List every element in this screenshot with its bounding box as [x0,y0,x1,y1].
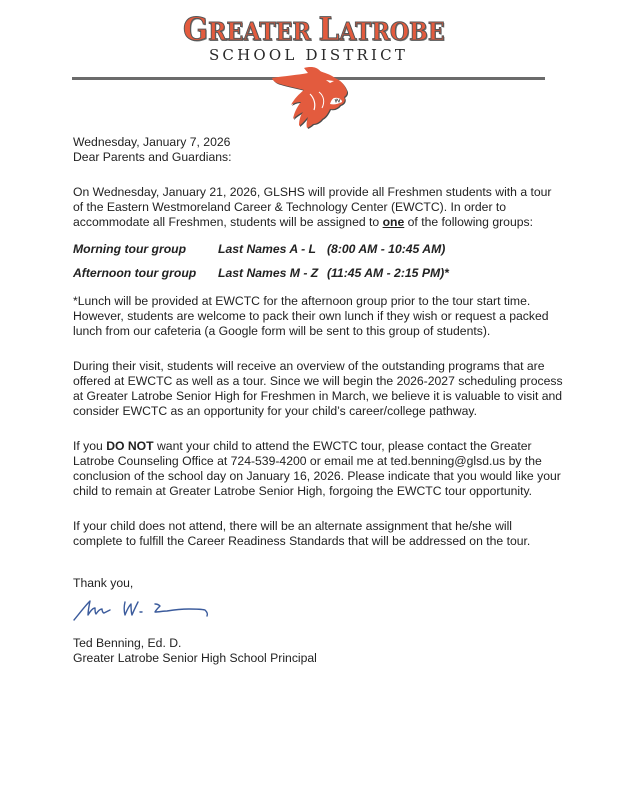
group-names-range: Last Names A - L [218,242,316,256]
opt-out-text: want your child to attend the EWCTC tour, please contact the Greater Latrobe Counseling Office at [73,439,532,468]
visit-paragraph: During their visit, students will receive an overview of the outstanding programs that are offered at EWCTC as well as a tour. Since we will begin the 2026-2027 scheduling process at Greater Latrobe Senior High for Freshmen in March, we believe it is valuable to visit and consider EWCTC as an opportunity for your child’s career/college pathway. [73,359,563,418]
lunch-note: *Lunch will be provided at EWCTC for the afternoon group prior to the tour start time. However, students are welcome to pack their own lunch if they wish or request a packed lunch from our cafeteria (a Google form will be sent to this group of students). [73,294,549,338]
intro-paragraph [73,185,563,230]
alternate-assignment-paragraph: If your child does not attend, there will be an alternate assignment that he/she will complete to fulfill the Career Readiness Standards that will be addressed on the tour. [73,519,531,548]
salutation: Dear Parents and Guardians: [73,150,232,164]
cougar-logo-icon [264,64,364,130]
group-name: Morning tour group [73,242,187,256]
tour-group-row [73,242,563,257]
group-name: Afternoon tour group [73,266,197,280]
closing: Thank you, [73,576,134,590]
tour-groups [73,242,563,281]
letter-body [73,135,563,666]
intro-emphasis-one: one [382,215,405,229]
district-subtitle: SCHOOL DISTRICT [208,46,409,64]
intro-text: On Wednesday, January 21, 2026, GLSHS will provide all Freshmen students with a tour of the Eastern Westmoreland Career & Technology Center (EWCTC). In order to accommodate all Freshmen, students will be assigned to [73,185,552,229]
intro-text-end: of the following groups: [404,215,533,229]
title-word-greater-rest: REATER [208,17,311,46]
opt-out-text-end: by the conclusion of the school day on January 16, 2026. Please indicate that you would like your child to remain at Greater Latrobe Senior High, forgoing the EWCTC tour opportunity. [73,454,561,498]
letter-date: Wednesday, January 7, 2026 [73,135,231,149]
signature-icon [73,596,213,622]
contact-email: ted.benning@glsd.us [390,454,506,468]
title-word-latrobe-rest: ATROBE [339,17,445,46]
opt-out-paragraph [73,439,563,499]
group-time: (8:00 AM - 10:45 AM) [327,242,446,256]
opt-out-text: If you [73,439,107,453]
letterhead [0,0,617,130]
district-title [182,10,445,49]
title-initial-g: G [182,10,209,48]
title-initial-l: L [318,10,340,48]
group-time: (11:45 AM - 2:15 PM)* [327,266,449,280]
counseling-phone: 724-539-4200 [230,454,307,468]
opt-out-emphasis: DO NOT [106,439,154,453]
tour-group-row [73,266,563,281]
opt-out-text: or email me at [306,454,391,468]
group-names-range: Last Names M - Z [218,266,319,280]
signer-title: Greater Latrobe Senior High School Principal [73,651,317,665]
signer-name: Ted Benning, Ed. D. [73,636,182,650]
